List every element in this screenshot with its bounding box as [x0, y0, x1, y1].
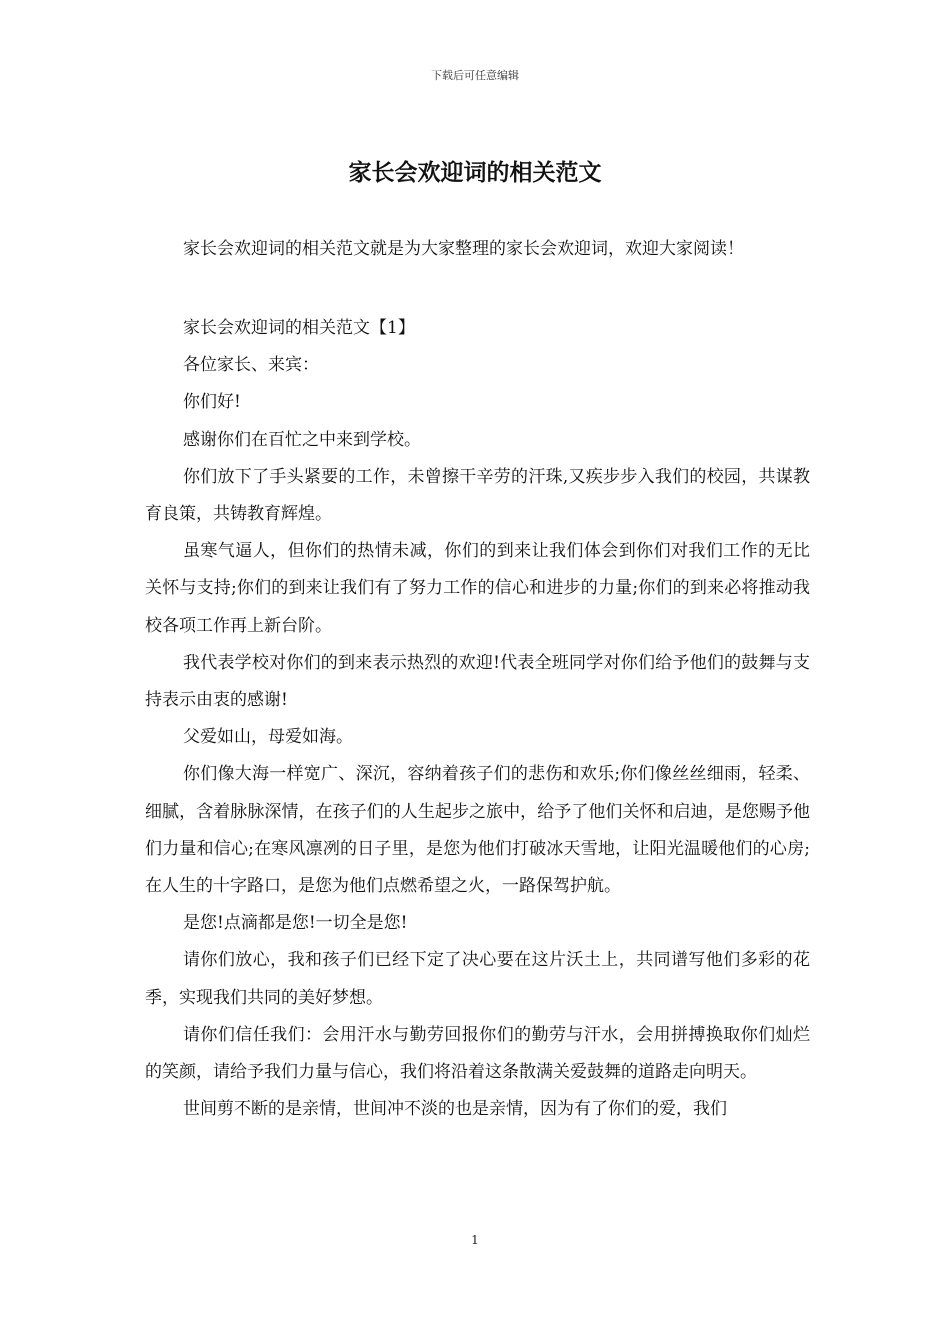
- greeting: 你们好!: [183, 392, 241, 413]
- body-paragraph: 世间剪不断的是亲情，世间冲不淡的也是亲情，因为有了你们的爱，我们: [183, 1099, 727, 1120]
- document-title: 家长会欢迎词的相关范文: [348, 159, 602, 186]
- body-paragraph: 你们像大海一样宽广、深沉，容纳着孩子们的悲伤和欢乐;你们像丝丝细雨，轻柔、细腻，含着脉脉深情，在孩子们的人生起步之旅中，给予了他们关怀和启迪，是您赐予他们力量和信心;在寒风凛冽的日子里，是您为他们打破冰天雪地，让阳光温暖他们的心房;在人生的十字路口，是您为他们点燃希望之火，一路保驾护航。: [145, 764, 810, 897]
- body-paragraph: 我代表学校对你们的到来表示热烈的欢迎!代表全班同学对你们给予他们的鼓舞与支持表示由衷的感谢!: [145, 652, 810, 711]
- body-paragraph: 请你们放心，我和孩子们已经下定了决心要在这片沃土上，共同谱写他们多彩的花季，实现我们共同的美好梦想。: [145, 950, 810, 1008]
- body-paragraph: 虽寒气逼人，但你们的热情未减，你们的到来让我们体会到你们对我们工作的无比关怀与支持;你们的到来让我们有了努力工作的信心和进步的力量;你们的到来必将推动我校各项工作再上新台阶。: [145, 541, 810, 636]
- salutation: 各位家长、来宾：: [183, 355, 319, 376]
- body-paragraph: 你们放下了手头紧要的工作，未曾擦干辛劳的汗珠,又疾步步入我们的校园，共谋教育良策，共铸教育辉煌。: [145, 466, 810, 525]
- intro-paragraph: 家长会欢迎词的相关范文就是为大家整理的家长会欢迎词，欢迎大家阅读！: [183, 239, 744, 259]
- page-number: 1: [471, 1233, 479, 1247]
- header-note: 下载后可任意编辑: [431, 69, 519, 82]
- document-body: [145, 310, 810, 1128]
- body-paragraph: 是您!点滴都是您!一切全是您!: [183, 913, 408, 934]
- body-paragraph: 父爱如山，母爱如海。: [183, 727, 353, 748]
- body-paragraph: 感谢你们在百忙之中来到学校。: [183, 429, 421, 450]
- section-heading: 家长会欢迎词的相关范文【1】: [183, 318, 415, 338]
- body-paragraph: 请你们信任我们：会用汗水与勤劳回报你们的勤劳与汗水，会用拼搏换取你们灿烂的笑颜，请给予我们力量与信心，我们将沿着这条散满关爱鼓舞的道路走向明天。: [145, 1024, 810, 1083]
